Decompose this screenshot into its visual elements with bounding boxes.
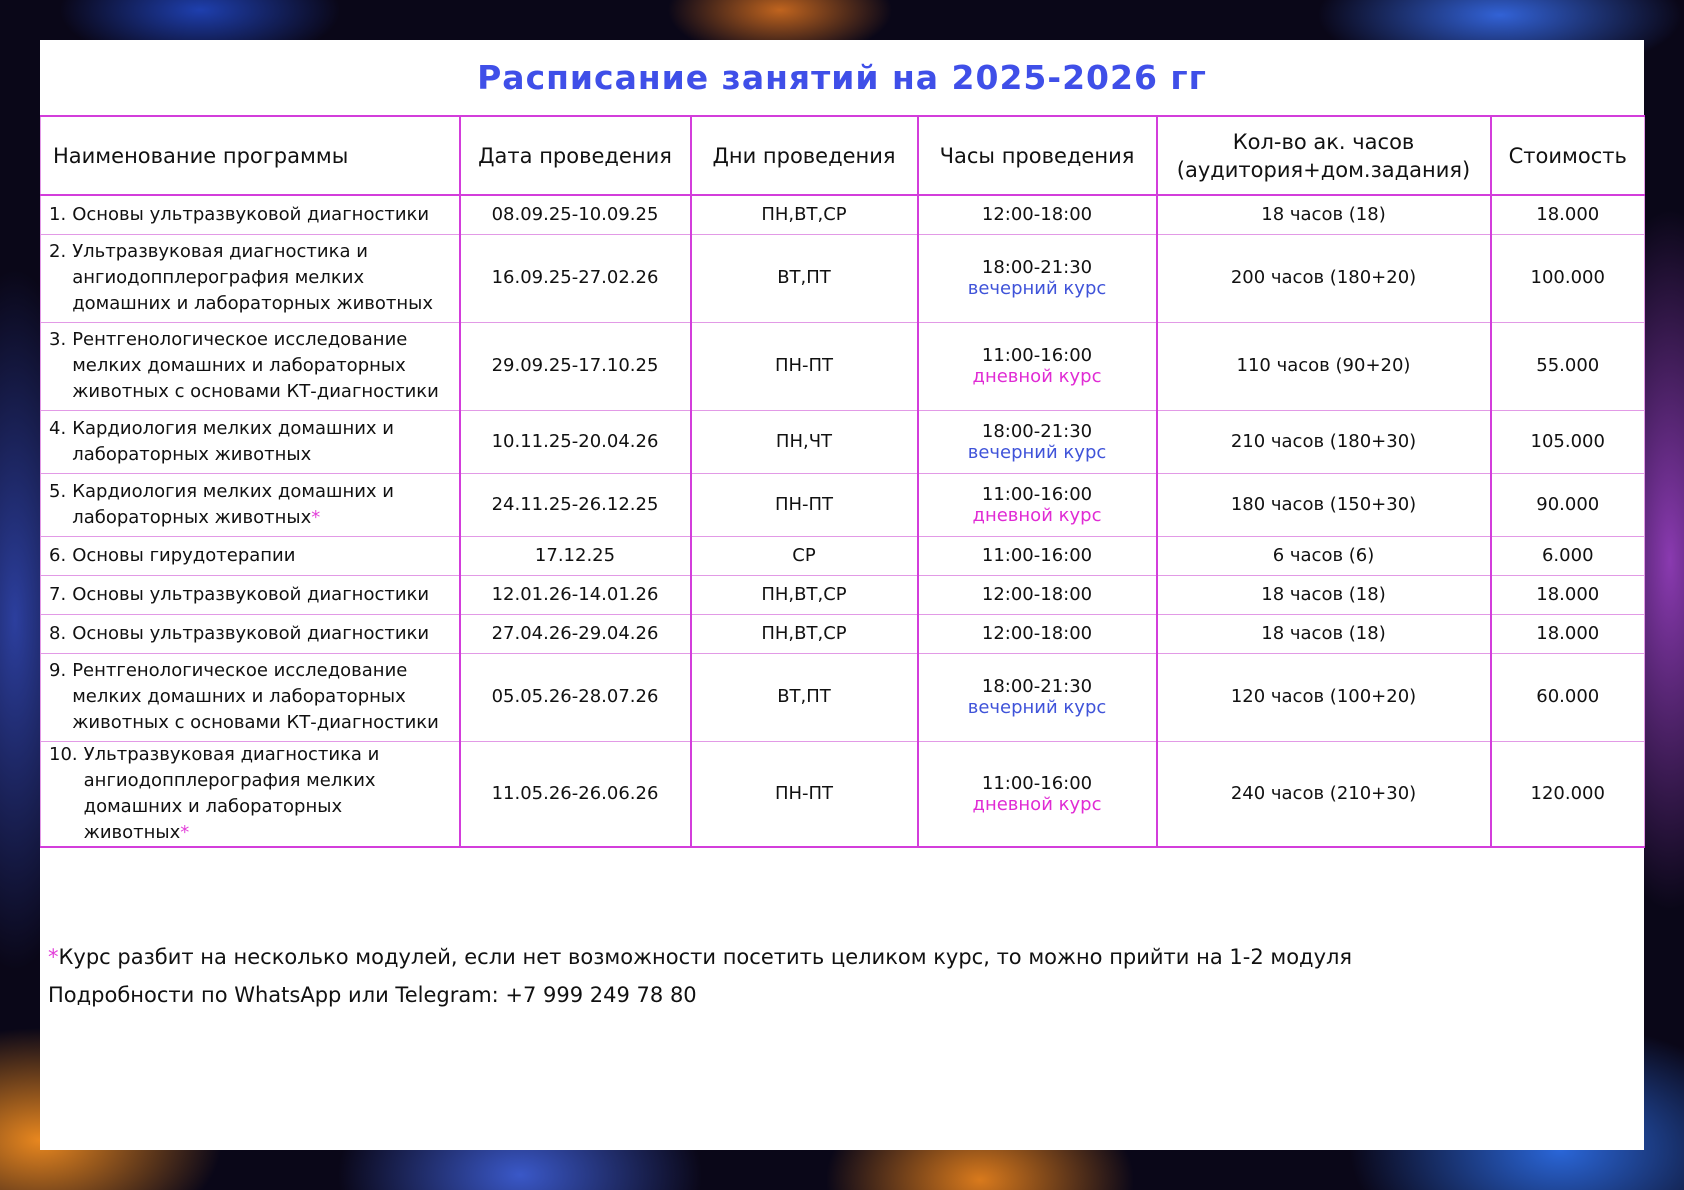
cell-hours bbox=[918, 653, 1157, 741]
cell-price: 6.000 bbox=[1491, 536, 1645, 575]
program-name: Основы гирудотерапии bbox=[72, 544, 296, 566]
cell-acad-hours: 240 часов (210+30) bbox=[1157, 741, 1491, 847]
cell-days: ВТ,ПТ bbox=[691, 234, 918, 322]
header-days: Дни проведения bbox=[691, 116, 918, 195]
row-number: 2. bbox=[49, 241, 67, 262]
cell-days: ПН,ВТ,СР bbox=[691, 575, 918, 614]
cell-days: ПН,ВТ,СР bbox=[691, 195, 918, 234]
cell-acad-hours: 110 часов (90+20) bbox=[1157, 322, 1491, 410]
course-type-label: дневной курс bbox=[972, 793, 1102, 815]
table-row bbox=[41, 473, 1645, 536]
course-type-label: дневной курс bbox=[972, 366, 1102, 387]
cell-days: СР bbox=[691, 536, 918, 575]
row-number: 8. bbox=[49, 622, 67, 644]
program-name: Рентгенологическое исследование мелких домашних и лабораторных животных с основами КТ-диагностики bbox=[72, 329, 439, 402]
cell-dates: 17.12.25 bbox=[460, 536, 691, 575]
time-range: 18:00-21:30 bbox=[981, 420, 1093, 442]
cell-program bbox=[41, 322, 460, 410]
cell-program bbox=[41, 575, 460, 614]
header-dates: Дата проведения bbox=[460, 116, 691, 195]
course-type-label: вечерний курс bbox=[967, 278, 1107, 299]
footnote bbox=[48, 938, 1628, 1014]
cell-price: 120.000 bbox=[1491, 741, 1645, 847]
cell-dates: 10.11.25-20.04.26 bbox=[460, 410, 691, 473]
cell-price: 18.000 bbox=[1491, 575, 1645, 614]
cell-acad-hours: 180 часов (150+30) bbox=[1157, 473, 1491, 536]
program-name: Кардиология мелких домашних и лабораторных животных bbox=[72, 417, 394, 465]
header-hours: Часы проведения bbox=[918, 116, 1157, 195]
footnote-note-line bbox=[48, 938, 1628, 976]
table-row bbox=[41, 234, 1645, 322]
cell-program bbox=[41, 653, 460, 741]
page-title: Расписание занятий на 2025-2026 гг bbox=[477, 58, 1207, 97]
cell-days: ПН-ПТ bbox=[691, 741, 918, 847]
cell-program bbox=[41, 741, 460, 847]
table-row bbox=[41, 614, 1645, 653]
cell-price: 90.000 bbox=[1491, 473, 1645, 536]
table-row bbox=[41, 536, 1645, 575]
row-number: 6. bbox=[49, 544, 67, 566]
cell-days: ПН-ПТ bbox=[691, 322, 918, 410]
time-range: 12:00-18:00 bbox=[981, 622, 1093, 644]
table-row bbox=[41, 322, 1645, 410]
time-range: 11:00-16:00 bbox=[981, 345, 1093, 366]
course-type-label: дневной курс bbox=[972, 504, 1102, 526]
cell-hours bbox=[918, 410, 1157, 473]
module-star: * bbox=[180, 821, 190, 843]
cell-hours bbox=[918, 322, 1157, 410]
cell-program bbox=[41, 473, 460, 536]
cell-acad-hours: 210 часов (180+30) bbox=[1157, 410, 1491, 473]
cell-dates: 29.09.25-17.10.25 bbox=[460, 322, 691, 410]
row-number: 7. bbox=[49, 583, 67, 605]
cell-days: ПН-ПТ bbox=[691, 473, 918, 536]
cell-hours bbox=[918, 741, 1157, 847]
footnote-star: * bbox=[48, 945, 59, 969]
cell-price: 105.000 bbox=[1491, 410, 1645, 473]
time-range: 11:00-16:00 bbox=[981, 483, 1093, 505]
row-number: 4. bbox=[49, 417, 67, 439]
table-header-row bbox=[41, 116, 1645, 195]
cell-dates: 24.11.25-26.12.25 bbox=[460, 473, 691, 536]
cell-dates: 08.09.25-10.09.25 bbox=[460, 195, 691, 234]
cell-hours bbox=[918, 234, 1157, 322]
row-number: 9. bbox=[49, 660, 67, 681]
cell-acad-hours: 18 часов (18) bbox=[1157, 575, 1491, 614]
cell-hours bbox=[918, 614, 1157, 653]
header-acad-hours bbox=[1157, 116, 1491, 195]
cell-price: 60.000 bbox=[1491, 653, 1645, 741]
time-range: 11:00-16:00 bbox=[981, 544, 1093, 566]
cell-price: 100.000 bbox=[1491, 234, 1645, 322]
course-type-label: вечерний курс bbox=[967, 441, 1107, 463]
footnote-contacts: Подробности по WhatsApp или Telegram: +7 999 249 78 80 bbox=[48, 983, 697, 1007]
header-acad-hours-line1: Кол-во ак. часов bbox=[1232, 129, 1415, 154]
cell-dates: 12.01.26-14.01.26 bbox=[460, 575, 691, 614]
header-program: Наименование программы bbox=[41, 116, 460, 195]
program-name: Ультразвуковая диагностика и ангиодопплерография мелких домашних и лабораторных животных bbox=[72, 241, 434, 314]
cell-dates: 27.04.26-29.04.26 bbox=[460, 614, 691, 653]
row-number: 1. bbox=[49, 203, 67, 225]
program-name: Рентгенологическое исследование мелких домашних и лабораторных животных с основами КТ-диагностики bbox=[72, 660, 439, 733]
table-row bbox=[41, 741, 1645, 847]
cell-acad-hours: 120 часов (100+20) bbox=[1157, 653, 1491, 741]
time-range: 12:00-18:00 bbox=[981, 203, 1093, 225]
schedule-panel bbox=[40, 40, 1644, 1150]
row-number: 10. bbox=[49, 743, 78, 765]
cell-program bbox=[41, 410, 460, 473]
cell-dates: 05.05.26-28.07.26 bbox=[460, 653, 691, 741]
table-row bbox=[41, 575, 1645, 614]
row-number: 5. bbox=[49, 480, 67, 502]
cell-program bbox=[41, 614, 460, 653]
program-name: Кардиология мелких домашних и лабораторных животных bbox=[72, 480, 394, 528]
cell-acad-hours: 18 часов (18) bbox=[1157, 195, 1491, 234]
cell-price: 18.000 bbox=[1491, 614, 1645, 653]
cell-days: ВТ,ПТ bbox=[691, 653, 918, 741]
cell-acad-hours: 200 часов (180+20) bbox=[1157, 234, 1491, 322]
cell-days: ПН,ЧТ bbox=[691, 410, 918, 473]
program-name: Основы ультразвуковой диагностики bbox=[72, 622, 430, 644]
cell-program bbox=[41, 195, 460, 234]
footnote-note: Курс разбит на несколько модулей, если нет возможности посетить целиком курс, то можно прийти на 1-2 модуля bbox=[58, 945, 1353, 969]
cell-price: 55.000 bbox=[1491, 322, 1645, 410]
program-name: Основы ультразвуковой диагностики bbox=[72, 203, 430, 225]
course-type-label: вечерний курс bbox=[967, 697, 1107, 718]
program-name: Ультразвуковая диагностика и ангиодопплерография мелких домашних и лабораторных животных bbox=[83, 743, 380, 843]
module-star: * bbox=[311, 506, 321, 528]
cell-dates: 11.05.26-26.06.26 bbox=[460, 741, 691, 847]
row-number: 3. bbox=[49, 329, 67, 350]
header-acad-hours-line2: (аудитория+дом.задания) bbox=[1176, 157, 1471, 182]
cell-hours bbox=[918, 195, 1157, 234]
cell-hours bbox=[918, 536, 1157, 575]
time-range: 11:00-16:00 bbox=[981, 772, 1093, 794]
cell-price: 18.000 bbox=[1491, 195, 1645, 234]
cell-hours bbox=[918, 473, 1157, 536]
table-row bbox=[41, 653, 1645, 741]
cell-program bbox=[41, 234, 460, 322]
cell-days: ПН,ВТ,СР bbox=[691, 614, 918, 653]
table-row bbox=[41, 195, 1645, 234]
table-row bbox=[41, 410, 1645, 473]
header-price: Стоимость bbox=[1491, 116, 1645, 195]
program-name: Основы ультразвуковой диагностики bbox=[72, 583, 430, 605]
time-range: 18:00-21:30 bbox=[981, 257, 1093, 278]
time-range: 18:00-21:30 bbox=[981, 676, 1093, 697]
time-range: 12:00-18:00 bbox=[981, 583, 1093, 605]
cell-dates: 16.09.25-27.02.26 bbox=[460, 234, 691, 322]
schedule-table bbox=[40, 115, 1645, 848]
cell-program bbox=[41, 536, 460, 575]
cell-acad-hours: 18 часов (18) bbox=[1157, 614, 1491, 653]
cell-hours bbox=[918, 575, 1157, 614]
cell-acad-hours: 6 часов (6) bbox=[1157, 536, 1491, 575]
